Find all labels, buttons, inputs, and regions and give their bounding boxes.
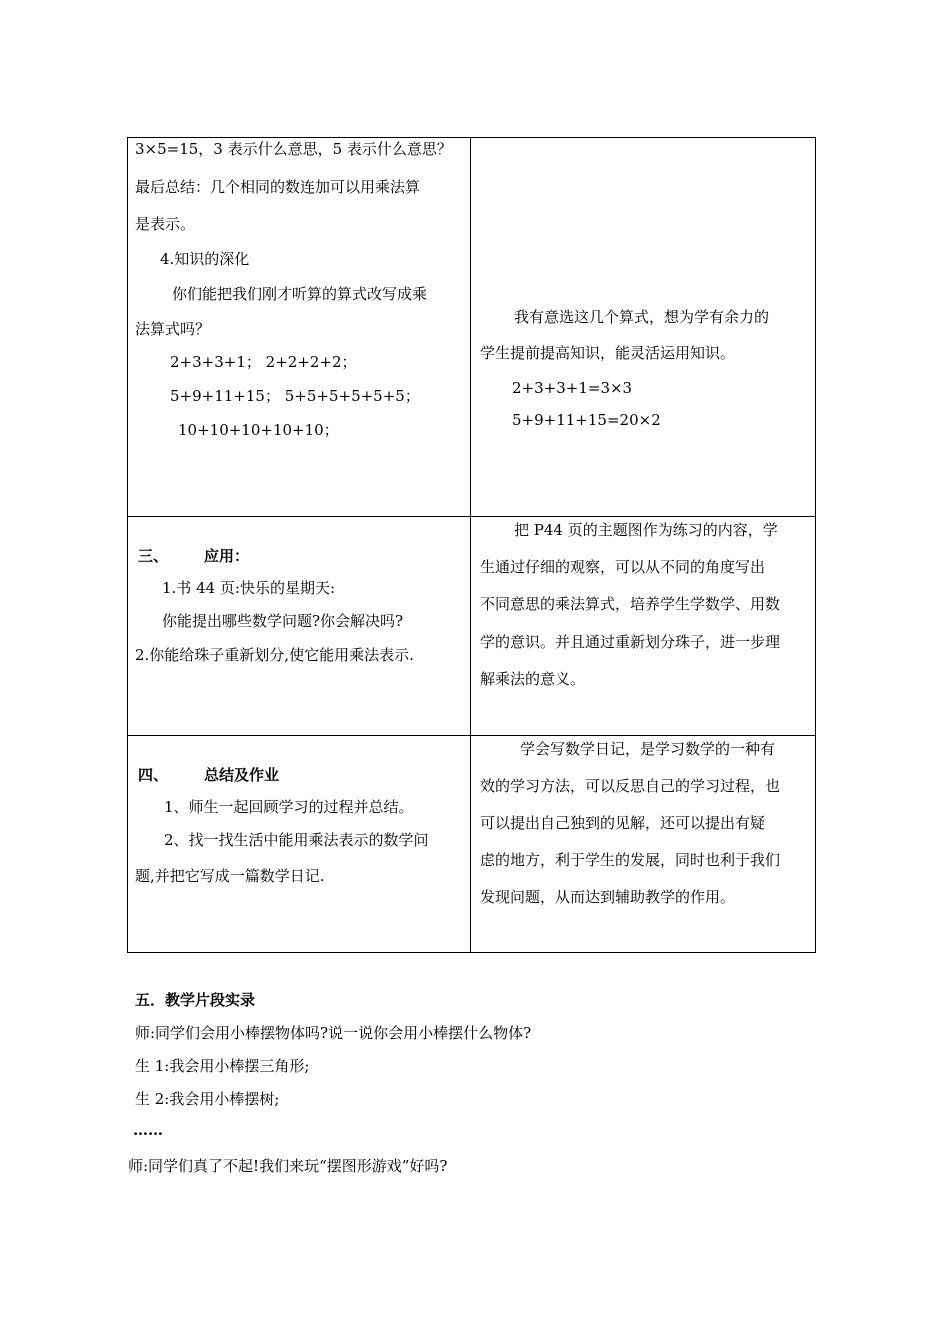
table-cell-text: 2、找一找生活中能用乘法表示的数学问	[164, 831, 429, 849]
table-cell-text: 3×5=15，3 表示什么意思，5 表示什么意思？	[135, 140, 452, 158]
table-cell-text: 1.书 44 页:快乐的星期天:	[162, 579, 336, 597]
table-cell-text: 我有意选这几个算式，想为学有余力的	[514, 308, 770, 326]
table-cell-text: 你能提出哪些数学问题?你会解决吗?	[162, 612, 404, 630]
table-row-divider	[127, 516, 816, 517]
ellipsis: ……	[133, 1121, 163, 1139]
table-cell-text: 最后总结：几个相同的数连加可以用乘法算	[135, 178, 421, 196]
table-cell-text: 5+9+11+15=20×2	[512, 411, 661, 429]
table-cell-text: 题,并把它写成一篇数学日记.	[135, 867, 325, 885]
table-cell-text: 你们能把我们刚才听算的算式改写成乘	[172, 285, 428, 303]
table-cell-text: 把 P44 页的主题图作为练习的内容，学	[514, 521, 778, 539]
section-heading-number: 四、	[138, 766, 169, 784]
table-cell-text: 2+3+3+1； 2+2+2+2；	[170, 353, 357, 371]
table-cell-text: 生通过仔细的观察，可以从不同的角度写出	[480, 558, 766, 576]
table-cell-text: 2.你能给珠子重新划分,使它能用乘法表示.	[135, 646, 414, 664]
transcript-line: 师:同学们会用小棒摆物体吗?说一说你会用小棒摆什么物体?	[135, 1024, 532, 1042]
table-cell-text: 学会写数学日记，是学习数学的一种有	[520, 740, 776, 758]
table-cell-text: 2+3+3+1=3×3	[512, 379, 633, 397]
table-cell-text: 学生提前提高知识，能灵活运用知识。	[480, 344, 736, 362]
table-cell-text: 学的意识。并且通过重新划分珠子，进一步理	[480, 633, 781, 651]
table-cell-text: 发现问题，从而达到辅助教学的作用。	[480, 888, 736, 906]
table-cell-text: 是表示。	[135, 215, 196, 233]
transcript-line: 师:同学们真了不起!我们来玩“摆图形游戏”好吗?	[128, 1157, 448, 1175]
table-cell-text: 10+10+10+10+10；	[178, 421, 339, 439]
table-column-divider	[470, 137, 471, 953]
table-cell-text: 解乘法的意义。	[480, 670, 586, 688]
table-cell-text: 1、师生一起回顾学习的过程并总结。	[164, 798, 414, 816]
table-cell-text: 效的学习方法，可以反思自己的学习过程，也	[480, 777, 781, 795]
transcript-line: 生 2:我会用小棒摆树;	[135, 1090, 280, 1108]
table-cell-text: 虑的地方，利于学生的发展，同时也利于我们	[480, 851, 781, 869]
table-cell-text: 可以提出自己独到的见解，还可以提出有疑	[480, 814, 766, 832]
table-row-divider	[127, 735, 816, 736]
section-heading: 总结及作业	[204, 766, 280, 784]
table-cell-text: 法算式吗？	[135, 320, 211, 338]
section-title: 五．教学片段实录	[135, 991, 256, 1009]
section-heading-number: 三、	[138, 547, 169, 565]
transcript-line: 生 1:我会用小棒摆三角形;	[135, 1057, 310, 1075]
table-cell-text: 不同意思的乘法算式，培养学生学数学、用数	[480, 595, 781, 613]
table-cell-text: 5+9+11+15； 5+5+5+5+5+5；	[170, 387, 420, 405]
table-cell-text: 4.知识的深化	[160, 250, 250, 268]
section-heading: 应用：	[204, 547, 250, 565]
